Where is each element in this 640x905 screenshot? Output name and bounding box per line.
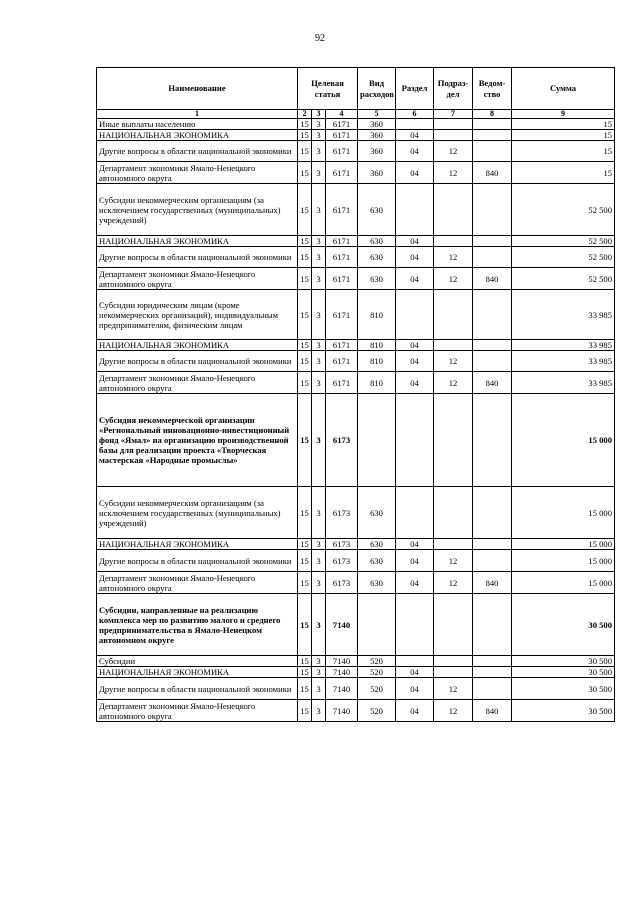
cell-ved: [473, 184, 512, 236]
cell-name: Другие вопросы в области национальной экономики: [97, 247, 298, 268]
cell-sum: 30 500: [512, 678, 615, 700]
cell-ved: [473, 119, 512, 130]
cell-target-prog: 15: [298, 678, 312, 700]
cell-razdel: 04: [396, 162, 434, 184]
col-number: 1: [97, 110, 298, 119]
cell-target-code: 6171: [326, 119, 358, 130]
cell-target-sub: 3: [312, 141, 326, 162]
cell-ved: [473, 141, 512, 162]
cell-razdel: [396, 394, 434, 487]
cell-podrazdel: 12: [434, 678, 473, 700]
cell-vid: 810: [358, 290, 396, 340]
cell-ved: 840: [473, 268, 512, 290]
cell-ved: [473, 290, 512, 340]
cell-vid: 630: [358, 572, 396, 594]
cell-podrazdel: 12: [434, 550, 473, 572]
cell-target-code: 7140: [326, 594, 358, 656]
cell-target-prog: 15: [298, 550, 312, 572]
cell-target-sub: 3: [312, 247, 326, 268]
col-header-ved: Ведом- ство: [473, 68, 512, 110]
cell-vid: 520: [358, 678, 396, 700]
cell-vid: 630: [358, 539, 396, 550]
cell-vid: 520: [358, 656, 396, 667]
col-number: 3: [312, 110, 326, 119]
cell-ved: 840: [473, 572, 512, 594]
cell-target-sub: 3: [312, 700, 326, 722]
cell-target-sub: 3: [312, 394, 326, 487]
cell-target-sub: 3: [312, 550, 326, 572]
cell-ved: 840: [473, 162, 512, 184]
cell-vid: 810: [358, 340, 396, 351]
cell-target-sub: 3: [312, 340, 326, 351]
cell-vid: 630: [358, 236, 396, 247]
cell-target-prog: 15: [298, 119, 312, 130]
cell-podrazdel: [434, 184, 473, 236]
table-body: [97, 119, 615, 722]
cell-target-prog: 15: [298, 141, 312, 162]
cell-sum: 15 000: [512, 539, 615, 550]
col-number: 7: [434, 110, 473, 119]
cell-target-code: 7140: [326, 656, 358, 667]
cell-vid: 630: [358, 550, 396, 572]
cell-target-prog: 15: [298, 539, 312, 550]
cell-sum: 15: [512, 130, 615, 141]
cell-vid: 360: [358, 119, 396, 130]
cell-podrazdel: 12: [434, 572, 473, 594]
cell-target-sub: 3: [312, 290, 326, 340]
cell-sum: 33 985: [512, 372, 615, 394]
cell-podrazdel: [434, 130, 473, 141]
cell-podrazdel: 12: [434, 372, 473, 394]
cell-razdel: [396, 290, 434, 340]
cell-razdel: [396, 656, 434, 667]
cell-target-code: 6171: [326, 290, 358, 340]
cell-podrazdel: 12: [434, 351, 473, 372]
cell-target-prog: 15: [298, 268, 312, 290]
table-row: [97, 372, 615, 394]
table-row: [97, 572, 615, 594]
col-header-target: Целевая статья: [298, 68, 358, 110]
cell-target-prog: 15: [298, 394, 312, 487]
cell-sum: 52 500: [512, 247, 615, 268]
cell-name: Департамент экономики Ямало-Ненецкого автономного округа: [97, 268, 298, 290]
cell-razdel: 04: [396, 268, 434, 290]
cell-podrazdel: 12: [434, 268, 473, 290]
header-row: [97, 68, 615, 110]
table-row: [97, 487, 615, 539]
cell-podrazdel: [434, 394, 473, 487]
cell-razdel: 04: [396, 340, 434, 351]
cell-name: Субсидия некоммерческой организации «Региональный инновационно-инвестиционный фонд «Ямал» на организацию производственной базы для реализации проекта «Творческая мастерская «Народные промыслы»: [97, 394, 298, 487]
cell-razdel: 04: [396, 236, 434, 247]
cell-sum: 52 500: [512, 268, 615, 290]
cell-razdel: [396, 487, 434, 539]
cell-vid: 630: [358, 247, 396, 268]
cell-name: Субсидии: [97, 656, 298, 667]
cell-ved: [473, 351, 512, 372]
cell-name: Субсидии юридическим лицам (кроме некоммерческих организаций), индивидуальным предпринимателям, физическим лицам: [97, 290, 298, 340]
cell-name: Департамент экономики Ямало-Ненецкого автономного округа: [97, 572, 298, 594]
cell-sum: 33 985: [512, 351, 615, 372]
cell-target-code: 6173: [326, 539, 358, 550]
cell-podrazdel: [434, 539, 473, 550]
cell-target-prog: 15: [298, 184, 312, 236]
table-row: [97, 394, 615, 487]
cell-target-sub: 3: [312, 268, 326, 290]
cell-name: НАЦИОНАЛЬНАЯ ЭКОНОМИКА: [97, 539, 298, 550]
cell-target-prog: 15: [298, 372, 312, 394]
cell-ved: [473, 656, 512, 667]
cell-razdel: 04: [396, 351, 434, 372]
table-row: [97, 656, 615, 667]
cell-sum: 15: [512, 162, 615, 184]
cell-target-code: 7140: [326, 667, 358, 678]
cell-razdel: 04: [396, 700, 434, 722]
cell-name: НАЦИОНАЛЬНАЯ ЭКОНОМИКА: [97, 340, 298, 351]
cell-target-code: 7140: [326, 700, 358, 722]
cell-sum: 52 500: [512, 184, 615, 236]
cell-razdel: 04: [396, 550, 434, 572]
col-number: 8: [473, 110, 512, 119]
cell-target-prog: 15: [298, 487, 312, 539]
cell-name: Субсидии, направленные на реализацию комплекса мер по развитию малого и среднего предпринимательства в Ямало-Ненецком автономном округе: [97, 594, 298, 656]
table-row: [97, 162, 615, 184]
cell-ved: [473, 667, 512, 678]
cell-vid: 630: [358, 487, 396, 539]
cell-target-prog: 15: [298, 572, 312, 594]
cell-podrazdel: [434, 656, 473, 667]
cell-sum: 30 500: [512, 594, 615, 656]
cell-razdel: 04: [396, 141, 434, 162]
cell-podrazdel: [434, 236, 473, 247]
table-row: [97, 594, 615, 656]
cell-target-code: 6171: [326, 372, 358, 394]
cell-name: Другие вопросы в области национальной экономики: [97, 141, 298, 162]
col-number: 5: [358, 110, 396, 119]
cell-ved: 840: [473, 700, 512, 722]
cell-vid: 520: [358, 700, 396, 722]
cell-name: Другие вопросы в области национальной экономики: [97, 550, 298, 572]
cell-vid: 810: [358, 351, 396, 372]
column-number-row: [97, 110, 615, 119]
cell-target-code: 6171: [326, 130, 358, 141]
table-row: [97, 268, 615, 290]
cell-razdel: 04: [396, 678, 434, 700]
cell-ved: [473, 340, 512, 351]
cell-name: НАЦИОНАЛЬНАЯ ЭКОНОМИКА: [97, 667, 298, 678]
table-row: [97, 236, 615, 247]
cell-target-sub: 3: [312, 572, 326, 594]
cell-sum: 33 985: [512, 290, 615, 340]
cell-vid: [358, 594, 396, 656]
cell-ved: [473, 539, 512, 550]
cell-ved: [473, 594, 512, 656]
table-row: [97, 130, 615, 141]
cell-vid: 520: [358, 667, 396, 678]
cell-target-prog: 15: [298, 700, 312, 722]
cell-podrazdel: 12: [434, 247, 473, 268]
cell-name: Другие вопросы в области национальной экономики: [97, 678, 298, 700]
cell-target-prog: 15: [298, 162, 312, 184]
cell-target-code: 6171: [326, 247, 358, 268]
cell-ved: [473, 247, 512, 268]
cell-target-sub: 3: [312, 184, 326, 236]
cell-razdel: 04: [396, 372, 434, 394]
cell-razdel: 04: [396, 247, 434, 268]
cell-target-code: 6173: [326, 487, 358, 539]
cell-name: НАЦИОНАЛЬНАЯ ЭКОНОМИКА: [97, 236, 298, 247]
cell-target-prog: 15: [298, 340, 312, 351]
cell-ved: [473, 394, 512, 487]
cell-target-prog: 15: [298, 130, 312, 141]
col-header-podrazdel: Подраз- дел: [434, 68, 473, 110]
cell-target-sub: 3: [312, 594, 326, 656]
cell-vid: 360: [358, 130, 396, 141]
cell-sum: 15: [512, 141, 615, 162]
table-row: [97, 667, 615, 678]
table-row: [97, 678, 615, 700]
cell-razdel: 04: [396, 130, 434, 141]
cell-vid: [358, 394, 396, 487]
cell-podrazdel: [434, 340, 473, 351]
cell-sum: 15 000: [512, 487, 615, 539]
cell-razdel: [396, 184, 434, 236]
cell-podrazdel: [434, 290, 473, 340]
table-row: [97, 119, 615, 130]
cell-name: Департамент экономики Ямало-Ненецкого автономного округа: [97, 700, 298, 722]
cell-target-sub: 3: [312, 119, 326, 130]
cell-sum: 30 500: [512, 667, 615, 678]
table-row: [97, 141, 615, 162]
cell-name: НАЦИОНАЛЬНАЯ ЭКОНОМИКА: [97, 130, 298, 141]
cell-sum: 33 985: [512, 340, 615, 351]
col-header-name: Наименование: [97, 68, 298, 110]
cell-sum: 15: [512, 119, 615, 130]
cell-vid: 810: [358, 372, 396, 394]
cell-target-sub: 3: [312, 372, 326, 394]
cell-name: Департамент экономики Ямало-Ненецкого автономного округа: [97, 372, 298, 394]
col-header-sum: Сумма: [512, 68, 615, 110]
table-row: [97, 351, 615, 372]
cell-name: Субсидии некоммерческим организациям (за исключением государственных (муниципальных) учреждений): [97, 487, 298, 539]
cell-sum: 30 500: [512, 700, 615, 722]
page-number: 92: [315, 33, 325, 44]
cell-ved: [473, 236, 512, 247]
cell-target-prog: 15: [298, 667, 312, 678]
cell-target-sub: 3: [312, 130, 326, 141]
cell-target-prog: 15: [298, 594, 312, 656]
cell-sum: 30 500: [512, 656, 615, 667]
cell-vid: 360: [358, 141, 396, 162]
table-row: [97, 700, 615, 722]
cell-target-sub: 3: [312, 667, 326, 678]
col-header-vid: Вид расходов: [358, 68, 396, 110]
col-header-razdel: Раздел: [396, 68, 434, 110]
cell-razdel: 04: [396, 539, 434, 550]
cell-target-sub: 3: [312, 162, 326, 184]
cell-ved: [473, 550, 512, 572]
cell-podrazdel: [434, 667, 473, 678]
cell-sum: 15 000: [512, 550, 615, 572]
cell-name: Субсидии некоммерческим организациям (за исключением государственных (муниципальных) учреждений): [97, 184, 298, 236]
cell-target-prog: 15: [298, 290, 312, 340]
cell-target-sub: 3: [312, 656, 326, 667]
cell-target-prog: 15: [298, 351, 312, 372]
cell-target-code: 6171: [326, 184, 358, 236]
cell-target-code: 6171: [326, 141, 358, 162]
cell-podrazdel: [434, 487, 473, 539]
cell-target-code: 6173: [326, 550, 358, 572]
cell-target-code: 6173: [326, 394, 358, 487]
cell-podrazdel: 12: [434, 700, 473, 722]
cell-podrazdel: [434, 119, 473, 130]
cell-ved: 840: [473, 372, 512, 394]
cell-vid: 360: [358, 162, 396, 184]
cell-ved: [473, 487, 512, 539]
cell-target-sub: 3: [312, 236, 326, 247]
cell-podrazdel: 12: [434, 162, 473, 184]
cell-podrazdel: [434, 594, 473, 656]
col-number: 2: [298, 110, 312, 119]
cell-vid: 630: [358, 184, 396, 236]
cell-sum: 15 000: [512, 572, 615, 594]
cell-name: Департамент экономики Ямало-Ненецкого автономного округа: [97, 162, 298, 184]
cell-target-code: 6173: [326, 572, 358, 594]
cell-razdel: 04: [396, 667, 434, 678]
cell-target-prog: 15: [298, 236, 312, 247]
table-row: [97, 539, 615, 550]
cell-razdel: [396, 594, 434, 656]
cell-target-code: 7140: [326, 678, 358, 700]
cell-target-sub: 3: [312, 351, 326, 372]
table-row: [97, 290, 615, 340]
cell-name: Иные выплаты населению: [97, 119, 298, 130]
cell-sum: 52 500: [512, 236, 615, 247]
cell-target-sub: 3: [312, 678, 326, 700]
cell-ved: [473, 678, 512, 700]
col-number: 4: [326, 110, 358, 119]
cell-target-sub: 3: [312, 487, 326, 539]
cell-razdel: 04: [396, 572, 434, 594]
cell-target-code: 6171: [326, 268, 358, 290]
cell-razdel: [396, 119, 434, 130]
col-number: 6: [396, 110, 434, 119]
table-row: [97, 340, 615, 351]
cell-target-prog: 15: [298, 247, 312, 268]
cell-vid: 630: [358, 268, 396, 290]
table-row: [97, 184, 615, 236]
cell-podrazdel: 12: [434, 141, 473, 162]
cell-target-code: 6171: [326, 340, 358, 351]
cell-name: Другие вопросы в области национальной экономики: [97, 351, 298, 372]
cell-ved: [473, 130, 512, 141]
cell-sum: 15 000: [512, 394, 615, 487]
cell-target-code: 6171: [326, 351, 358, 372]
col-number: 9: [512, 110, 615, 119]
cell-target-code: 6171: [326, 236, 358, 247]
cell-target-sub: 3: [312, 539, 326, 550]
table-row: [97, 550, 615, 572]
cell-target-code: 6171: [326, 162, 358, 184]
cell-target-prog: 15: [298, 656, 312, 667]
budget-table: [96, 67, 615, 722]
table-row: [97, 247, 615, 268]
